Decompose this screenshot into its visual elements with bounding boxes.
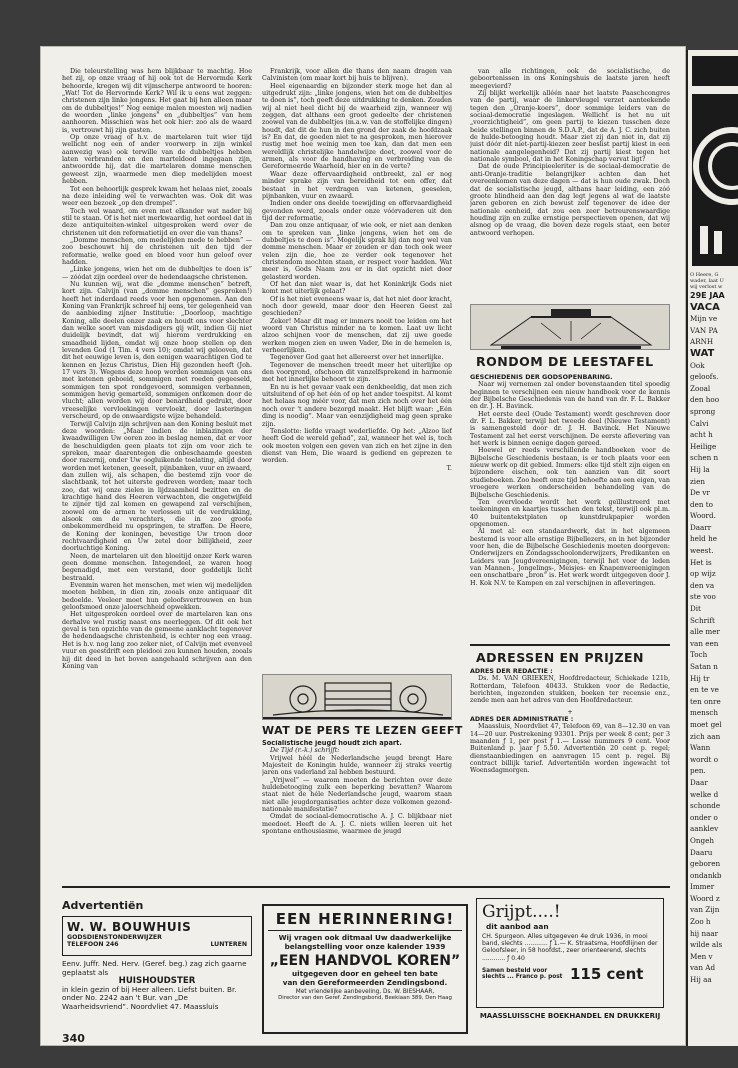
text-fragment: ste voo	[690, 592, 716, 602]
ad-subtitle: dit aanbod aan	[486, 922, 549, 931]
paragraph: En nu is het gevaar vaak een denkbeeldig, dat men zich uitsluitend of op het één of op het ander toespitst. Al komt het helaas nog méér voor, dat men zich noch over het één noch over 't andere bezorgd maakt. Het blijft waar: „Eén ding is noodig”. Maar van eenzijdigheid mag geen sprake zijn.	[262, 383, 452, 428]
text-fragment: Zooal	[690, 383, 711, 393]
paragraph: Ten overvloede wordt het werk geïllustreerd met teekeningen en kaartjes tusschen den tekst, terwijl ook pl.m. 40 buitentekstplaten op kunstdrukpapier worden opgenomen.	[470, 498, 670, 528]
text-fragment: Immer	[690, 882, 715, 892]
text-fragment: moet gel	[690, 719, 722, 729]
ad-text: in klein gezin of bij Heer alleen. Liefst buiten. Br. onder No. 2242 aan 't Bur. van „De Waarheidsvriend”. Noordvliet 47. Maassluis	[62, 984, 237, 1011]
paragraph: „Linke jongens, wien het om de dubbeltjes te doen is” — zóódat zijn oordeel over de hedendaagsche christenen.	[62, 266, 252, 281]
text-fragment: Wann	[690, 743, 711, 753]
grijpt-ad	[476, 898, 664, 1008]
signature: T.	[446, 464, 452, 472]
paragraph: Zeker! Maar dit mag er immers nooit toe leiden om het woord van Christus minder na te komen. Laat uw licht alzoo schijnen voor de menschen, dat zij uwe goede werken mogen zien en uwen Vader, Die in de hemelen is, verheerlijken.	[262, 317, 452, 355]
text-fragment: acht h	[690, 430, 713, 440]
paragraph: Dat de oude Principieeleriter is de sociaal-democratie de anti-Oranje-traditie belangrijker achten dan het overeenkomen van deze dagen — dat is hun oude zwak. Doch dat de socialistische jeugd, althans haar leiding, een zóó groote blindheid aan den dag legt jegens al wat de laatste jaren geboren en zich bewust zelf tegenover de idee der nationale eenheid, dat zou een zeer betreurenswaardige houding zijn en zulke ernstige perspectieven openen, dat wij alsnog op de vraag, die boven deze regels staat, een beter antwoord verhopen.	[470, 163, 670, 237]
text-fragment: sprong	[690, 406, 716, 416]
text-fragment: van Ad	[690, 963, 716, 973]
ornament-icon	[692, 56, 738, 266]
price: 115 cent	[570, 964, 644, 983]
text-fragment: aanklev	[690, 824, 719, 834]
paragraph: „Domme menschen, om medelijden mede te hebben” — zoo beschouwt hij de christenen uit den tijd der reformatie, welke goed en bloed voor hun geloof over hadden.	[62, 236, 252, 266]
paragraph: Op onze vraag of h.v. de martelaren tuit wier tijd wellicht nog een of ander voorwerp in zijn winkel aanwezig was) ook terwille van de dubbeltjes hebben laten verbranden en den marteldood ingegaan zijn, antwoordde hij, dat die martelaren domme menschen geweest zijn, waarmede men diep medelijden moest hebben.	[62, 134, 252, 186]
ad-title: EEN HERINNERING!	[268, 910, 462, 931]
text-fragment: wij verlost w	[690, 284, 723, 290]
ad-text: Eenv. Juffr. Ned. Herv. (Geref. beg.) zag zich gaarne geplaatst als	[62, 959, 247, 977]
text-fragment: O Heere, G	[690, 272, 719, 278]
text-fragment: weest.	[690, 546, 714, 556]
text-fragment: wader, laat U	[690, 278, 724, 284]
text-fragment: 29E JAA	[690, 291, 725, 300]
paragraph: Vrijwel héél de Nederlandsche jeugd brengt Hare Majesteit de Koningin hulde, wanneer zij straks veertig jaren ons vaderland zal hebben bestuurd.	[262, 754, 452, 777]
bouwhuis-city: LUNTEREN	[210, 941, 247, 948]
text-fragment: Satan n	[690, 662, 718, 671]
paragraph: Tot een behoorlijk gesprek kwam het helaas niet, zooals na deze inleiding wel te verwachten was. Ook dit was weer een bezoek „op den drempel”.	[62, 185, 252, 208]
ad-title: Grijpt....!	[482, 902, 561, 922]
ads-divider	[62, 886, 670, 888]
text-fragment: schonde	[690, 801, 721, 811]
paragraph: Terwijl Calvijn zijn schrijven aan den Koning besluit met deze woorden: „Maar indien de inblazingen der kwaadwilligen Uw ooren zoo in beslag nemen, dat er voor de beschuldigden geen plaats tot zijn om voor zich te spreken, maar daarentegen die onbeschaamde geesten door razernij, onder Uw oogluikende toelating, altijd door worden met ketenen, geeselt, pijnbanken, vuur en zwaard, dan zullen wij, als schapen, die bestemd zijn voor de slachtbank, tot het uiterste gedreven worden; maar toch zoo, dat wij onze zielen in lijdzaamheid bezitten en de krachtige hand des Heeren verwachten, die ongetwijfeld te zijner tijd zal komen en gewapend zal verschijnen, zoowel om de armen te verlossen uit de verdrukking, alsook om de verachters, die in zoo groote onbekommerdheid nu opspringen, te straffen. De Heere, de Koning der koningen, bevestige Uw troon door rechtvaardigheid en Uw zetel door billijkheid, zeer doorluchtige Koning.	[62, 420, 252, 553]
ad-line: belangstelling voor onze kalender 1939	[284, 942, 446, 951]
publisher-line: MAASSLUISSCHE BOEKHANDEL EN DRUKKERIJ	[479, 1012, 661, 1020]
herinnering-ad	[262, 904, 468, 1034]
article-column-1	[62, 68, 252, 858]
text-fragment: geloofs.	[690, 372, 719, 382]
text-fragment: den va	[690, 580, 715, 590]
text-fragment: zien	[690, 476, 705, 486]
text-fragment: zich aan	[690, 731, 721, 741]
paragraph: Maassluis, Noordvliet 47, Telefoon 69, van 8—12.30 en van 14—20 uur. Postrekening 93301. Prijs per week 8 cent; per 3 maanden ƒ 1, per post ƒ 1.— Losse nummers 9 cent. Voor Buitenland p. jaar ƒ 5.50. Advertentiën 20 cent p. regel; dienstaanbiedingen en aanvragen 15 cent p. regel. Bij contract billijk tarief. Advertentiën worden ingewacht tot Woensdagmorgen.	[470, 723, 670, 775]
paragraph: Toch wel waard, om even met elkander wat nader bij stil te staan. Of is het niet merkwaardig, het oordeel dat in deze antiquiteiten-winkel uitgesproken werd over de christenen uit den reformatietijd en over die van thans?	[62, 207, 252, 237]
section-heading: ADRESSEN EN PRIJZEN	[476, 650, 645, 665]
subheading: GESCHIEDENIS DER GODSOPENBARING.	[470, 374, 613, 381]
paragraph: Evenmin waren het menschen, met wien wij medelijden moeten hebben, in dien zin, zooals onze antiquaar dit bedoelde. Veeleer moet hun geloofsvertrouwen en hun geloofsmoed onze jaloerschheid opwekken.	[62, 582, 252, 612]
text-fragment: den to	[690, 499, 713, 509]
ad-line: Director van den Geref. Zendingsbond, Beekiaan 389, Den Haag	[278, 995, 452, 1001]
text-fragment: pen.	[690, 766, 706, 776]
text-fragment: Woord.	[690, 511, 716, 521]
section-heading: RONDOM DE LEESTAFEL	[476, 354, 654, 369]
text-fragment: op wijz	[690, 569, 716, 579]
text-fragment: van Zijn	[690, 905, 720, 915]
cover-illustration	[692, 56, 738, 266]
text-fragment: ten onre	[690, 696, 721, 706]
section-heading: WAT DE PERS TE LEZEN GEEFT	[262, 724, 463, 737]
text-fragment: Toch	[690, 650, 708, 660]
text-fragment: schen n	[690, 453, 719, 463]
paragraph: Naar wij vernemen zal onder bovenstaanden titel spoedig beginnen te verschijnen een nieuw handboek voor de kennis der Bijbelsche Geschiedenis van de hand van dr. F. L. Bakker en dr. J. H. Bavinck.	[470, 381, 670, 411]
text-fragment: Zoo h	[690, 917, 711, 927]
ads-heading: Advertentiën	[62, 899, 144, 912]
paragraph: Het uitgesproken oordeel over de martelaren kan ons derhalve wel rustig naast ons neerleggen. Of dit ook het geval is ten opzichte van de gemeene aanklacht tegenover de hedendaagsche christenheid, is echter nog een vraag. Het is h.v. nog lang zoo zeker niet, of Calvijn met evenveel vuur en geestdrift een pleidooi zou kunnen houden, zooals hij dit deed in het boven aangehaald schrijven aan den Koning van	[62, 611, 252, 670]
adjacent-page	[686, 50, 738, 1046]
left-ad-block	[62, 899, 252, 1029]
cut-off-text	[690, 272, 738, 986]
ad-line: Met vriendelijke aanbeveling, Ds. W. BIESHAAR,	[295, 989, 435, 995]
text-fragment: VAN PA	[690, 325, 718, 335]
text-fragment: held he	[690, 534, 717, 544]
paragraph: Neen, de martelaren uit den bloeitijd onzer Kerk waren geen domme menschen. Integendeel, ze waren hoog begenadigd, met een verstand, door goddelijk licht bestraald.	[62, 552, 252, 582]
text-fragment: welke d	[690, 789, 719, 799]
text-fragment: Daarr	[690, 522, 712, 532]
article-column-3	[470, 68, 670, 300]
text-fragment: ondankb	[690, 870, 722, 880]
text-fragment: Calvi	[690, 418, 709, 428]
admin-label: ADRES DER ADMINISTRATIE :	[470, 716, 574, 724]
household-ad	[62, 960, 252, 1012]
ad-samen: Samen besteld voor slechts ... Franco p. post	[482, 967, 563, 980]
text-fragment: WAT	[690, 347, 715, 359]
paragraph: Omdat de sociaal-democratische A. J. C. blijkbaar niet meedoet. Heeft de A. J. C. niets willen leeren uit het spontane enthousiasme, waarmee de jeugd	[262, 813, 452, 836]
bouwhuis-ad	[62, 916, 252, 956]
ad-line: Wij vragen ook ditmaal Uw daadwerkelijke	[278, 933, 452, 942]
paragraph: Ds. M. VAN GRIEKEN, Hoofdredacteur, Schiekade 121b, Rotterdam, Telefoon 40433. Stukken voor de Redactie, berichten, ingezonden stukken, boeken ter recensie enz., zende men aan het adres van den Hoofdredacteur.	[470, 675, 670, 705]
text-fragment: De vr	[690, 488, 710, 498]
magazine-page	[40, 46, 686, 1046]
ad-line: van den Gereformeerden Zendingsbond.	[282, 978, 448, 987]
text-fragment: alle mer	[690, 627, 720, 637]
paragraph: Die teleurstelling was hem blijkbaar te machtig. Hoe het zij, op onze vraag of hij ook tot de Hervormde Kerk behoorde, kregen wij dit vijmscherpe antwoord te hooren: „Wat! Tot de Hervormde Kerk? Wil ik u eens wat zeggen: christenen zijn linke jongens. Het gaat bij hen alleen maar om de dubbeltjes!” Nog eenige malen moesten wij nadien de woorden „linke jongens” en „dubbeltjes” van hem aanhooren. Misschien was het ook hier: zoo als de waard is, vertrouwt hij zijn gasten.	[62, 68, 252, 134]
text-fragment: Schrift	[690, 615, 715, 625]
text-fragment: Hij aa	[690, 975, 712, 985]
paragraph: van alle richtingen, ook de socialistische, de geboortenissen in ons Koningshuis de laatste jaren heeft meegevierd?	[470, 68, 670, 90]
text-fragment: onder o	[690, 812, 718, 822]
text-fragment: en te ve	[690, 685, 719, 695]
paragraph: Of het dan niet waar is, dat het Koninkrijk Gods niet komt met uiterlijk gelaat?	[262, 280, 452, 296]
paragraph: Heel eigenaardig en bijzonder sterk moge het dan al uitgedrukt zijn: „linke jongens, wien het om de dubbeltjes te doen is”, toch geeft deze uitdrukking te denken. Zouden wij al niet heel dicht bij de waarheid zijn, wanneer wij zeggen, dat althans een groot gedeelte der christenen zoowel van de dubbeltjes (m.a.w. van de stoffelijke dingen) houdt, dat dit de hun in den grond der zaak de hoofdzaak is? En dat, de goeden niet te na gesproken, men hierover rustig met hoe weinig men toe kan, dan dat men een wereldlijk christelijke handelwijze doet, zoowel voor de armen, als voor de handhaving en verbreiding van de Gereformeerde Waarheid, hier en in de verte?	[262, 82, 452, 171]
reading-table-ornament	[470, 304, 670, 350]
text-fragment: Men v	[690, 951, 713, 961]
bouwhuis-name: W. W. BOUWHUIS	[67, 920, 192, 934]
press-ornament	[262, 674, 452, 720]
ad-heading: HUISHOUDSTER	[118, 976, 196, 987]
text-fragment: VACA	[690, 301, 720, 313]
bouwhuis-tel: TELEFOON 246	[67, 941, 119, 948]
ad-title: „EEN HANDVOL KOREN”	[269, 953, 461, 969]
paragraph: Het eerste deel (Oude Testament) wordt geschreven door dr. F. L. Bakker, terwijl het tweede deel (Nieuwe Testament) is samengesteld door dr. J. H. Bavinck. Het Nieuwe Testament zal het eerst verschijnen. De eerste aflevering van het werk is binnen eenige dagen gereed.	[470, 410, 670, 448]
press-column	[262, 740, 452, 870]
paragraph: Dan zou onze antiquaar, of wie ook, er niet aan denken om te spreken van „linke jongens, wien het om de dubbeltjes te doen is”. Mogelijk sprak hij dan nog wel van domme menschen. Maar er zouden er dan toch ook weer velen zijn die, hoe ze verder ook tegenover het christendom mochten staan, er respect voor hadden. Wat meer is, Gods Naam zou er in dat opzicht niet door gelasterd worden.	[262, 222, 452, 281]
paragraph: Al met al: een standaardwerk, dat in het algemeen bestemd is voor alle ernstige Bijbellezers, en in het bijzonder voor hen, die de Bijbelsche Geschiedenis moeten doorgeven: Onderwijzers en Zondagsschoolonderwijzers, Predikanten en Leiders van Jeugdvereenigingen, terwijl het voor de leden van Mannen-, Jongelings-, Meisjes- en Knapenvereenigingen een onschatbare „bron” is. Het werk wordt uitgegeven door J. H. Kok N.V. te Kampen en zal verschijnen in afleveringen.	[470, 528, 670, 587]
reading-table-icon	[471, 305, 670, 350]
printing-press-icon	[263, 675, 452, 720]
paragraph: Tegenover God gaat het allereerst over het innerlijke.	[270, 354, 444, 362]
subheading: Socialistische jeugd houdt zich apart.	[262, 740, 402, 747]
ad-text: CH. Spurgeon. Alles uitgegeven 4e druk 1936, in mooi band, slechts ............ ƒ 1.— K. Straatsma, Hoofdlijnen der Geloofsleer, in 58 hoofdst., zeer orienteerend, slechts ............ ƒ 0.40	[482, 933, 658, 962]
text-fragment: van een	[690, 638, 719, 648]
text-fragment: ARNH	[690, 337, 714, 347]
paragraph: Of is het niet eveneens waar is, dat het niet door kracht, noch door geweld, maar door den Heeren Geest zal geschieden?	[262, 295, 452, 318]
text-fragment: wordt o	[690, 754, 719, 764]
text-fragment: Dit	[690, 604, 701, 614]
text-fragment: Heilige	[690, 441, 717, 451]
adressen-column: ADRES DER REDACTIE : Ds. M. VAN GRIEKEN, Hoofdredacteur, Schiekade 121b, Rotterdam, Telefoon 40433. Stukken voor de Redactie, berichten, ingezonden stukken, boeken ter recensie enz., zende men aan het adres van den Hoofdredacteur. + ADRES DER ADMINISTRATIE : Maassluis, Noordvliet 47, Telefoon 69, van 8—12.30 en van 14—20 uur. Postrekening 93301. Prijs per week 8 cent; per 3 maanden ƒ 1, per post ƒ 1.— Losse nummers 9 cent. Voor Buitenland p. jaar ƒ 5.50. Advertentiën 20 cent p. regel; dienstaanbiedingen en aanvragen 15 cent p. regel. Bij contract billijk tarief. Advertentiën worden ingewacht tot Woensdagmorgen.	[470, 668, 670, 775]
paragraph: „Vrijwel” — waarom moeten de berichten over deze huldebetooging zulk een beperking bevatten? Waarom staat niet de héle Nederlandsche jeugd, waarom staan niet alle jeugdorganisaties achter deze volkomen gezond-nationale manifestatie?	[262, 776, 452, 814]
text-fragment: Hij la	[690, 464, 710, 474]
text-fragment: Daar	[690, 777, 708, 787]
paragraph: Frankrijk, voor allen die thans den naam dragen van Calvinisten (om maar kort bij huis te blijven).	[262, 68, 452, 83]
paragraph: Waar deze offervaardigheid ontbreekt, zal er nog minder sprake zijn van bereidheid tot een offer, dat bestaat in het verdragen van ketenen, geeselen, pijnbanken, vuur en zwaard.	[262, 170, 452, 200]
text-fragment: Woord z	[690, 893, 720, 903]
paragraph: Tenslotte: liefde vraagt wederliefde. Op het: „Alzoo lief heeft God de wereld gehad”, zal, wanneer het wel is, toch ook moeten volgen een geven van zich en het zijne in den dienst van Hem, Die waard is gediend en geprezen te worden.	[262, 427, 452, 465]
text-fragment: Daaru	[690, 847, 713, 857]
paragraph: Zij blijkt werkelijk alléén naar het laatste Paaschcongres van de partij, waar de linkervleugel verzet aanteekende tegen den „Oranje-koers”, door sommige leiders van de sociaal-democratie ingeslagen. Wellicht is het nu uit „voorzichtigheid”, om geen partij te kiezen tusschen deze beide stellingen binnen de S.D.A.P., dat de A. J. C. zich buiten de hulde-betooging houdt. Maar ziet zij dan niet in, dat zij juist dóór dit niet-partij-kiezen zeer beslist partij kiest in een nationale aangelegenheid? Dat zij partij kiest tegen het nationale symbool, dat in het Koningschap vervat ligt?	[470, 90, 670, 164]
leestafel-column	[470, 374, 670, 634]
text-fragment: Het is	[690, 557, 712, 567]
bouwhuis-profession: GODSDIENSTONDERWIJZER	[67, 934, 162, 941]
redactie-label: ADRES DER REDACTIE :	[470, 668, 553, 675]
article-column-2	[262, 68, 452, 668]
paragraph: Hoewel er reeds verschillende handboeken voor de Bijbelsche Geschiedenis bestaan, is er toch plaats voor een nieuw werk op dit gebied. Immers: elke tijd stelt zijn eigen en bijzondere eischen, ook ten aanzien van dit soort studieboeken. Zoo heeft onze tijd behoefte aan een eigen, van vroegere werken onderscheiden behandeling van de Bijbelsche Geschiedenis.	[470, 447, 670, 499]
text-fragment: hij naar	[690, 928, 719, 938]
divider	[470, 644, 670, 646]
text-fragment: den hoo	[690, 395, 720, 405]
text-fragment: Ongeh	[690, 835, 715, 845]
text-fragment: Mijn ve	[690, 314, 718, 324]
text-fragment: mensch	[690, 708, 719, 718]
paragraph: Nu kunnen wij, wat die „domme menschen” betreft, kort zijn. Calvijn (van „domme menschen” gesproken!) heeft het inderdaad reeds voor hen opgenomen. Aan den Koning van Frankrijk schreef hij eens, ter gelegenheid van de aanbieding zijner Institutie: „Doorloop, machtige Koning, alle deelen onzer zaak en houdt ons voor slechter dan welke soort van misdadigers gij wilt, indien Gij niet duidelijk bevindt, dat wij hierom verdrukking en smaadheid lijden, omdat wij onze hoop stellen op den levenden God (1 Tim. 4 vers 10); omdat wij gelooven, dat dit het eeuwige leven is, den eenigen waarachtigen God te kennen en Jezus Christus, Dien Hij gezonden heeft (Joh. 17 vers 3). Wegens deze hoop worden sommigen van ons met ketenen geboeid, sommigen met roeden gegeeseld, sommigen ten spot rondgevoerd, sommigen verbannen, sommigen hevig gemarteld, sommigen ontkomen door de vlucht; allen worden wij door benardheid gedrukt, door vreeselijke vervloekingen vervloekt, door lasteringen verscheurd, op de onwaardigste wijze behandeld.	[62, 280, 252, 421]
text-fragment: Hij tr	[690, 673, 710, 683]
text-fragment: wilde als	[690, 940, 723, 950]
source-line: De Tijd (r.-k.) schrijft:	[270, 747, 340, 755]
text-fragment: geboren	[690, 859, 721, 869]
paragraph: Tegenover de menschen treedt meer het uiterlijke op den voorgrond, ofschoon dit vanzelfsprekend in harmonie met het innerlijke behoort te zijn.	[262, 361, 452, 384]
text-fragment: Ook	[690, 360, 705, 370]
page-number: 340	[62, 1032, 85, 1045]
paragraph: Indien onder ons deelde toewijding en offervaardigheid gevonden werd, zooals onder onze vóórvaderen uit den tijd der reformatie,	[262, 200, 452, 222]
ad-line: uitgegeven door en geheel ten bate	[292, 969, 438, 978]
